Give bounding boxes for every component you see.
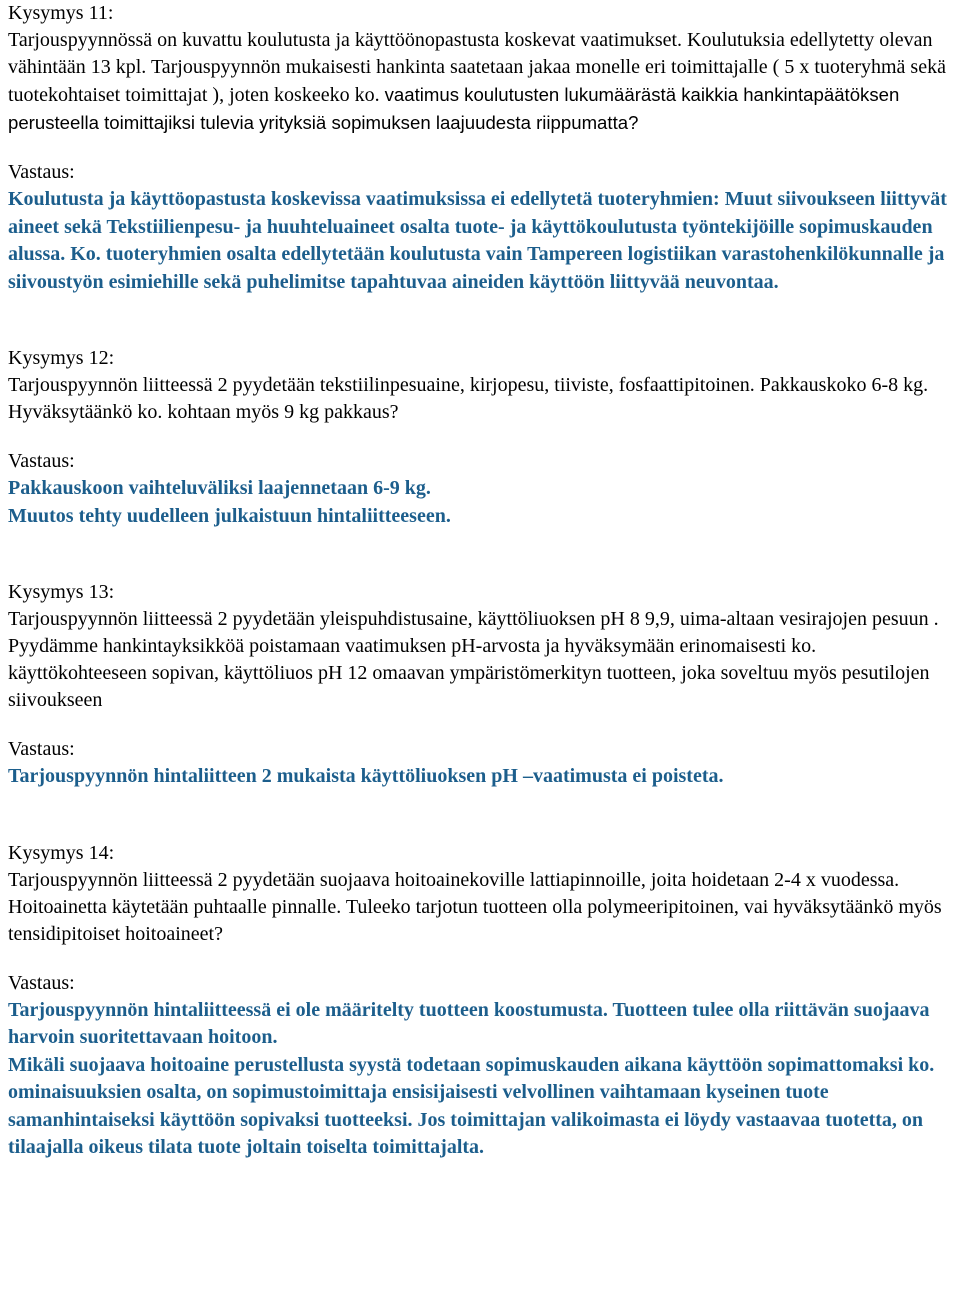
question-heading: Kysymys 13: [8,581,115,603]
answer-heading: Vastaus: [8,161,75,183]
answer-text: Koulutusta ja käyttöopastusta koskevissa vaatimuksissa ei edellytetä tuoteryhmien: Muut siivoukseen liittyvät aineet sekä Tekstiilienpesu- ja huuhteluaineet osalta tuote- ja käyttökoulutusta työntekijöille sopimuskauden alussa. Ko. tuoteryhmien osalta edellytetään koulutusta vain Tampereen logistiikan varastohenkilökunnalle ja siivoustyön esimiehille sekä puhelimitse tapahtuvaa aineiden käyttöön liittyvää neuvontaa. [8,188,947,293]
question-heading: Kysymys 11: [8,2,114,24]
qa-block-14 [8,840,953,1162]
question-text: Tarjouspyynnön liitteessä 2 pyydetään suojaava hoitoainekoville lattiapinnoille, joita hoidetaan 2-4 x vuodessa. Hoitoainetta käytetään puhtaalle pinnalle. Tuleeko tarjotun tuotteen olla polymeeripitoinen, vai hyväksytäänkö myös tensidipitoiset hoitoaineet? [8,868,942,945]
answer-heading: Vastaus: [8,450,75,472]
question-text-sans: vaatimus koulutusten lukumäärästä kaikkia hankintapäätöksen perusteella toimittajiksi tulevia yrityksiä sopimuksen laajuudesta riippumatta? [8,84,900,133]
qa-block-12 [8,345,953,530]
qa-block-11 [8,0,953,296]
answer-text: Tarjouspyynnön hintaliitteessä ei ole määritelty tuotteen koostumusta. Tuotteen tulee olla riittävän suojaava harvoin suoritettavaan hoitoon. [8,998,930,1048]
question-text: Tarjouspyynnön liitteessä 2 pyydetään yleispuhdistusaine, käyttöliuoksen pH 8 9,9, uima-altaan vesirajojen pesuun . Pyydämme hankintayksikköä poistamaan vaatimuksen pH-arvosta ja hyväksymään erinomaisesti ko. käyttökohteeseen sopivan, käyttöliuos pH 12 omaavan ympäristömerkityn tuotteen, joka soveltuu myös pesutilojen siivoukseen [8,608,939,711]
question-heading: Kysymys 14: [8,841,115,864]
qa-block-13 [8,579,953,791]
question-text [8,27,953,137]
question-text-serif: Tarjouspyynnössä on kuvattu koulutusta ja käyttöönopastusta koskevat vaatimukset. Koulutuksia edellytetty olevan vähintään 13 kpl. Tarjouspyynnön mukaisesti hankinta saatetaan jakaa monelle eri toimittajalle ( 5 x tuoteryhmä sekä tuotekohtaiset toimittajat ), joten koskeeko ko. [8,29,946,106]
question-heading: Kysymys 12: [8,347,115,369]
answer-text: Tarjouspyynnön hintaliitteen 2 mukaista käyttöliuoksen pH –vaatimusta ei poisteta. [8,765,724,787]
answer-heading: Vastaus: [8,971,75,994]
answer-heading: Vastaus: [8,738,75,760]
question-text: Tarjouspyynnön liitteessä 2 pyydetään tekstiilinpesuaine, kirjopesu, tiiviste, fosfaattipitoinen. Pakkauskoko 6-8 kg. Hyväksytäänkö ko. kohtaan myös 9 kg pakkaus? [8,374,929,423]
answer-text: Muutos tehty uudelleen julkaistuun hintaliitteeseen. [8,504,451,527]
answer-text: Mikäli suojaava hoitoaine perustellusta syystä todetaan sopimuskauden aikana käyttöön sopimattomaksi ko. ominaisuuksien osalta, on sopimustoimittaja ensisijaisesti velvollinen vaihtamaan kyseinen tuote samanhintaiseksi käyttöön sopivaksi tuotteeksi. Jos toimittajan valikoimasta ei löydy vastaavaa tuotetta, on tilaajalla oikeus tilata tuote joltain toiselta toimittajalta. [8,1053,935,1158]
answer-text: Pakkauskoon vaihteluväliksi laajennetaan 6-9 kg. [8,477,431,499]
